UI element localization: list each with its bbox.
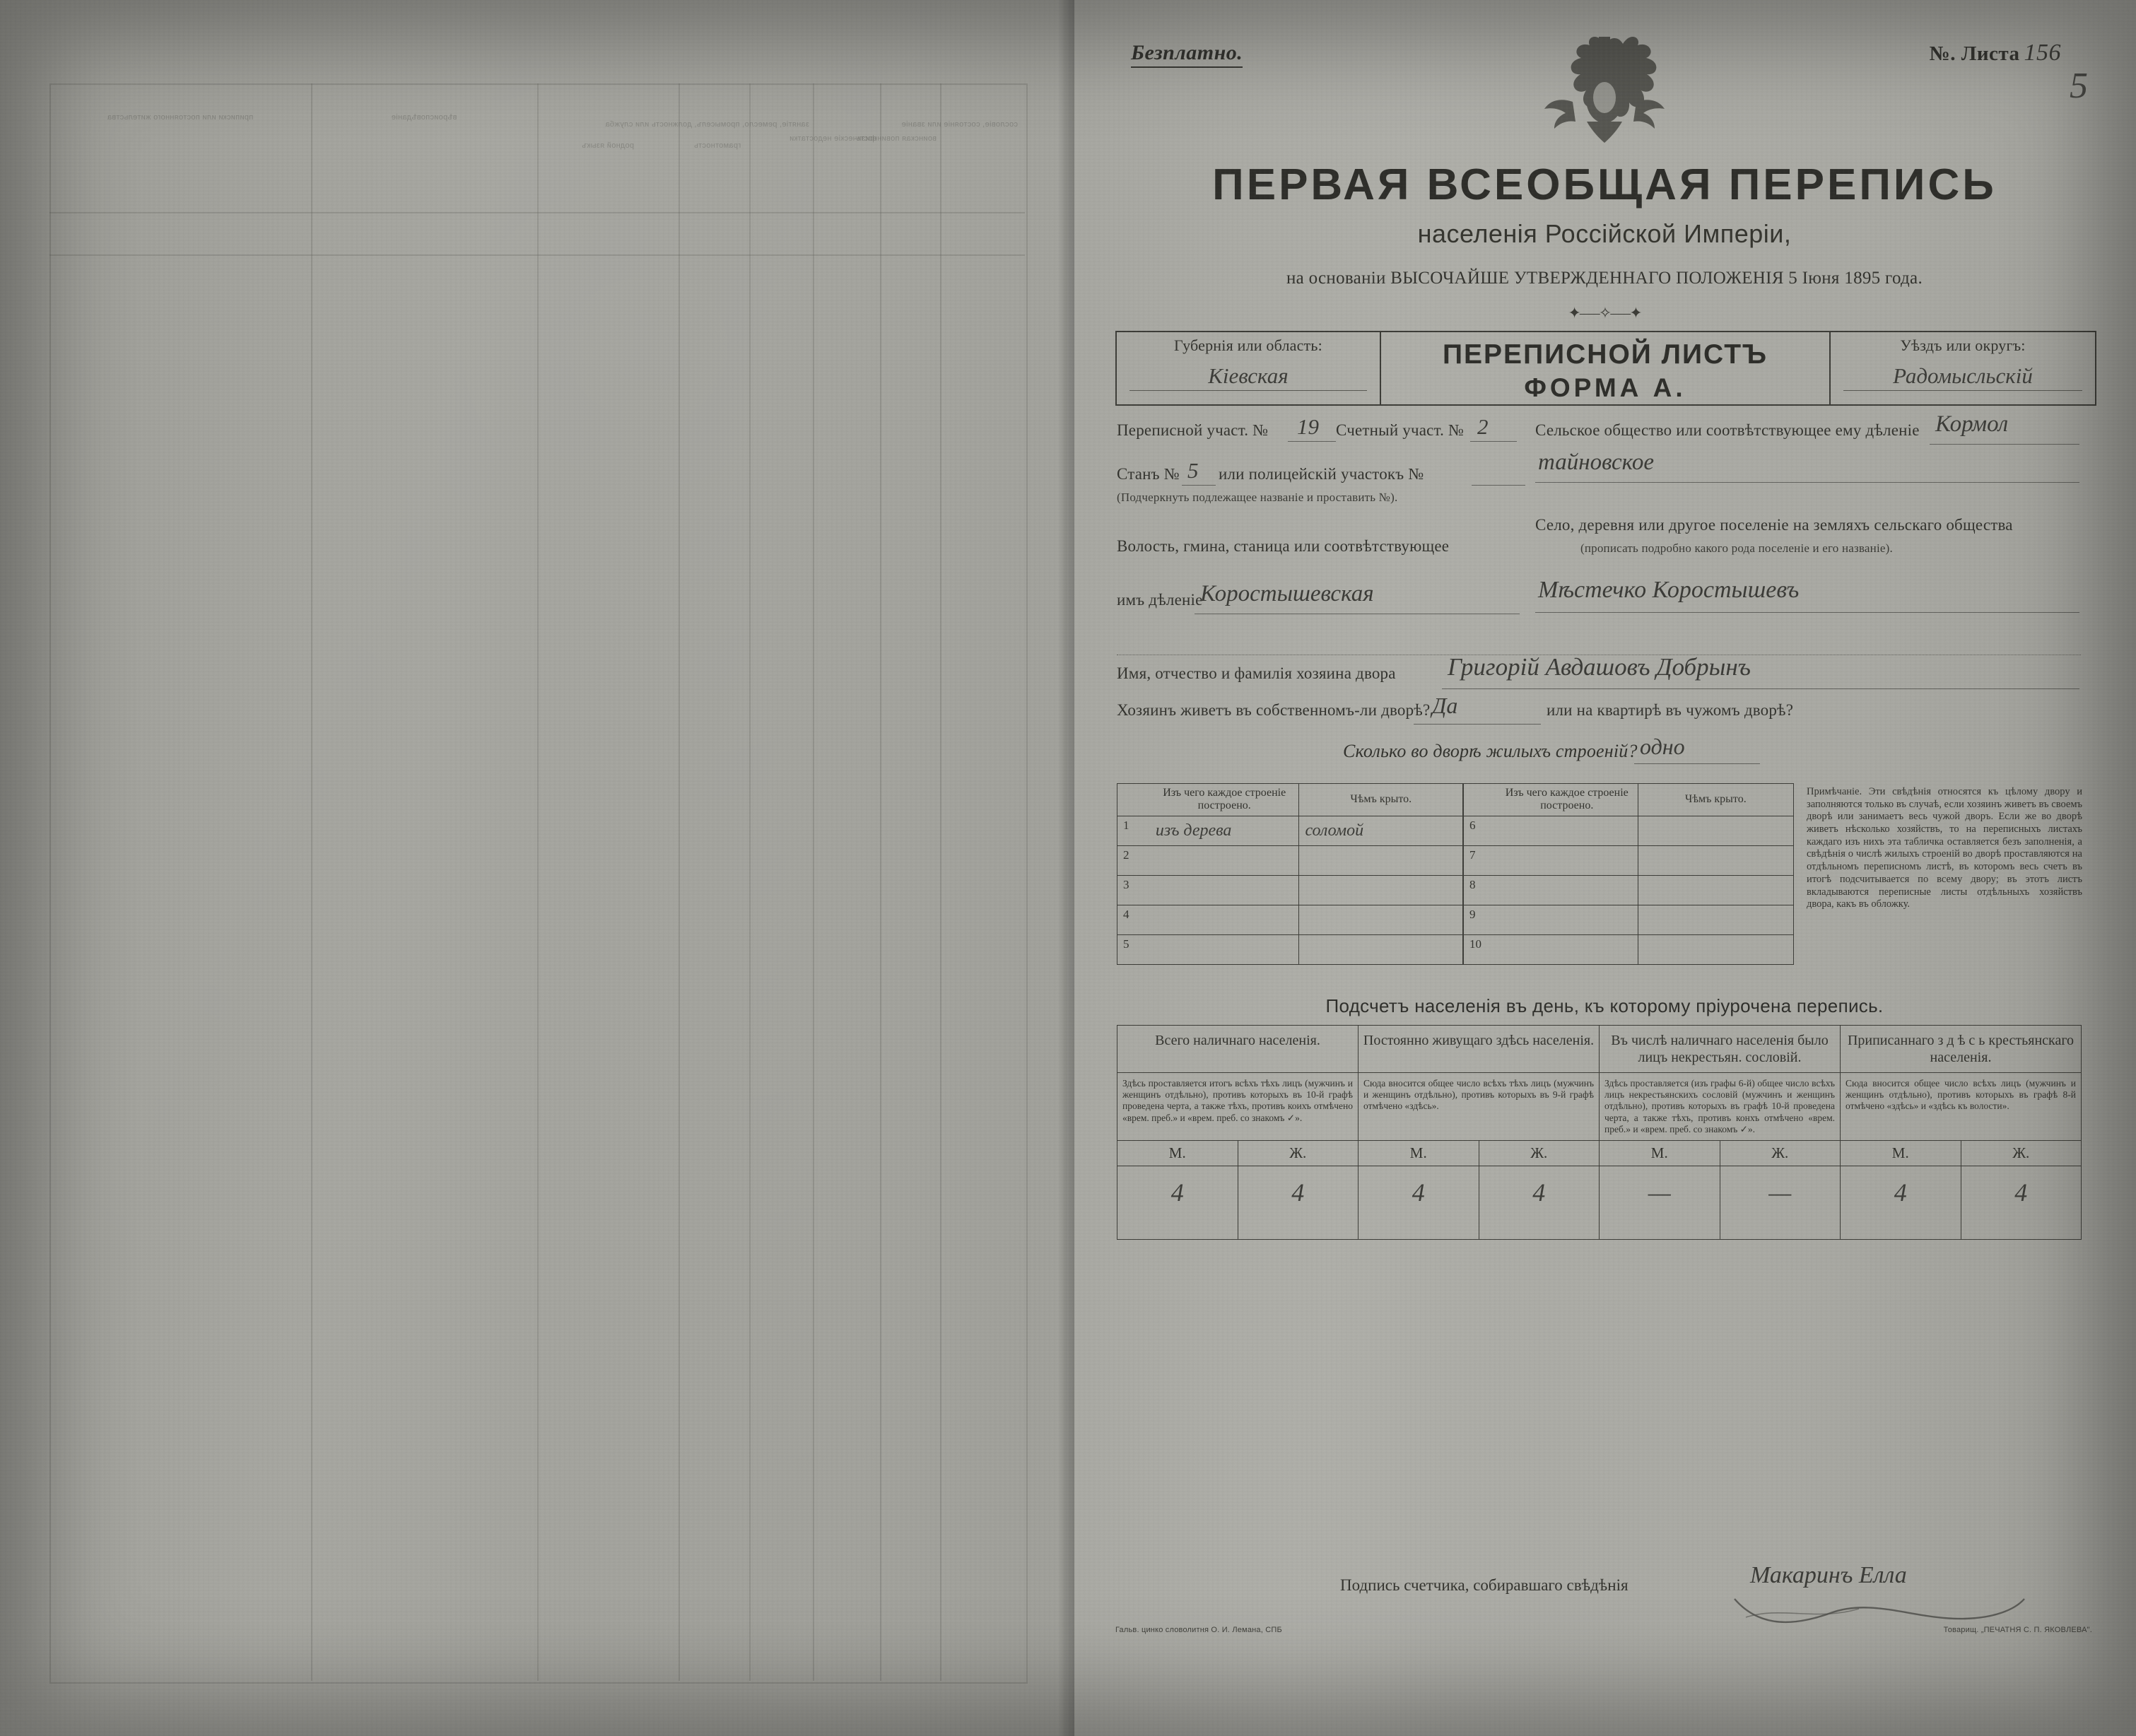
verso-ghost-line [940, 83, 941, 1681]
society-rule [1930, 444, 2079, 445]
m-label: М. [1841, 1141, 1961, 1166]
uchastok-label: Переписной участ. № [1117, 421, 1269, 439]
m-label: М. [1359, 1141, 1479, 1166]
verso-ghost-line [749, 83, 751, 1681]
population-col-desc: Сюда вносится общее число всѣхъ лицъ (мужчинъ и женщинъ отдѣльно), противъ которыхъ въ графѣ 8-й отмѣчено «здѣсь» и «здѣсь къ волости». [1841, 1073, 2082, 1141]
signature-label: Подпись счетчика, собиравшаго свѣдѣнія [1340, 1576, 1629, 1594]
stan-rule [1182, 485, 1216, 486]
header-band [1115, 331, 2096, 406]
legal-basis-text: на основаніи ВЫСОЧАЙШЕ УТВЕРЖДЕННАГО ПОЛОЖЕНІЯ 5 Іюня 1895 года. [1286, 269, 1923, 288]
stan-or-label: или полицейскій участокъ № [1219, 465, 1424, 483]
population-col-desc: Сюда вносится общее число всѣхъ тѣхъ лицъ (мужчинъ и женщинъ отдѣльно), противъ которыхъ въ 9-й графѣ отмѣчено «здѣсь». [1359, 1073, 1600, 1141]
verso-ghost-header: вѣроисповѣданіе [391, 113, 457, 122]
free-label: Безплатно. [1131, 41, 1243, 68]
uchastok-value[interactable]: 19 [1297, 414, 1319, 439]
table-row[interactable]: 7 [1464, 845, 1794, 875]
uchastok-rule [1288, 441, 1336, 442]
z-value[interactable]: 4 [1291, 1178, 1305, 1207]
imperial-eagle-icon [1523, 31, 1686, 151]
verso-ghost-line [880, 83, 881, 1681]
verso-ghost-header: сословіе, состояніе или званіе [901, 120, 1018, 129]
owner-rule [1442, 688, 2079, 689]
verso-ghost-line [537, 83, 539, 1681]
buildings-table-right [1463, 783, 1794, 965]
table-row[interactable]: 10 [1464, 934, 1794, 964]
z-label: Ж. [1771, 1144, 1789, 1161]
population-desc-row [1117, 1073, 2082, 1141]
z-label: Ж. [2012, 1144, 2030, 1161]
uezd-field[interactable] [1831, 332, 2095, 404]
verso-ghost-header: воинская повинность [855, 134, 937, 143]
verso-ghost-header: грамотность [693, 141, 741, 150]
sheet-number-value: 156 [2024, 40, 2061, 66]
m-value[interactable]: — [1600, 1166, 1720, 1239]
verso-ghost-line [311, 83, 312, 1681]
sheet-number [1930, 40, 2061, 66]
settlement-rule [1535, 612, 2079, 613]
page-subtitle: населенія Россійской Имперіи, [1417, 219, 1792, 248]
buildings-count-rule [1634, 763, 1760, 764]
col-roof-label: Чѣмъ крыто. [1299, 784, 1463, 816]
owner-value[interactable]: Григорій Авдашовъ Добрынъ [1448, 653, 1751, 681]
verso-ghost-header: физическіе недостатки [789, 134, 876, 143]
table-row[interactable]: 8 [1464, 875, 1794, 905]
form-title [1381, 332, 1829, 404]
verso-ghost-line [813, 83, 814, 1681]
table-row[interactable]: 3 [1117, 875, 1463, 905]
m-value[interactable]: 4 [1841, 1166, 1961, 1239]
verso-page [0, 0, 1067, 1736]
settlement-value[interactable]: Мѣстечко Коростышевъ [1538, 577, 1800, 603]
census-form [1103, 21, 2106, 1711]
gubernia-field[interactable] [1117, 332, 1380, 404]
table-row[interactable]: 1 изъ дерева соломой [1117, 816, 1463, 845]
z-value[interactable]: 4 [1532, 1178, 1546, 1207]
form-title-line1: ПЕРЕПИСНОЙ ЛИСТЪ [1443, 339, 1768, 370]
signature-value[interactable]: Макаринъ Елла [1750, 1562, 1907, 1588]
z-value[interactable]: 4 [2014, 1178, 2028, 1207]
z-label: Ж. [1530, 1144, 1548, 1161]
col-roof-label: Чѣмъ крыто. [1638, 784, 1793, 816]
population-col-title: Всего наличнаго населенія. [1117, 1026, 1359, 1073]
buildings-table-left [1117, 783, 1463, 965]
col-built-label: Изъ чего каждое строеніе построено. [1496, 784, 1638, 816]
uezd-label: Уѣздъ или округъ: [1900, 336, 2026, 354]
volost-label-2: имъ дѣленіе [1117, 591, 1203, 609]
society-value[interactable]: Кормол [1935, 411, 2009, 437]
own-yard-value[interactable]: Да [1432, 693, 1458, 718]
stan-value[interactable]: 5 [1187, 458, 1199, 483]
m-label: М. [1117, 1141, 1238, 1166]
buildings-note: Примѣчаніе. Эти свѣдѣнія относятся къ цѣлому двору и заполняются только въ случаѣ, если хозяинъ живетъ въ своемъ дворѣ или занимаетъ весь чужой дворъ. Если же во дворѣ живетъ нѣсколько хозяйствъ, то на переписныхъ листахъ каждаго изъ нихъ эта табличка оставляется безъ заполненія, а свѣдѣнія о числѣ жилыхъ строеній во дворѣ проставляются на отдѣльномъ переписномъ листѣ, въ которомъ весь счетъ въ итогѣ подсчитывается по всему двору; въ этотъ листъ вкладываются переписные листы отдѣльныхъ хозяйствъ двора, какъ въ обложку. [1807, 786, 2082, 910]
stan-hint: (Подчеркнуть подлежащее названіе и проставить №). [1117, 491, 1398, 504]
schetny-value[interactable]: 2 [1477, 414, 1489, 439]
population-table [1117, 1025, 2082, 1240]
page-title: ПЕРВАЯ ВСЕОБЩАЯ ПЕРЕПИСЬ [1212, 160, 1997, 209]
printer-imprint-left: Гальв. цинко словолитня О. И. Лемана, СПБ [1115, 1626, 1282, 1634]
own-yard-label: Хозяинъ живетъ въ собственномъ-ли дворѣ? [1117, 701, 1431, 719]
sheet-number-label: №. Листа [1929, 42, 2020, 65]
population-section-title: Подсчетъ населенія въ день, къ которому пріурочена перепись. [1325, 995, 1884, 1016]
cell-roof: соломой [1305, 821, 1364, 840]
volost-label: Волость, гмина, станица или соотвѣтствующее [1117, 537, 1450, 555]
owner-label: Имя, отчество и фамилія хозяина двора [1117, 664, 1396, 682]
buildings-count-value[interactable]: одно [1640, 734, 1685, 759]
corner-number: 5 [2070, 66, 2088, 106]
table-row[interactable]: 4 [1117, 905, 1463, 934]
population-col-title: Въ числѣ наличнаго населенія было лицъ некрестьян. сословій. [1600, 1026, 1841, 1073]
settlement-hint: (прописать подробно какого рода поселеніе и его названіе). [1580, 541, 1893, 555]
m-label: М. [1600, 1141, 1720, 1166]
stan-label: Станъ № [1117, 465, 1180, 483]
verso-ghost-header: родной языкъ [582, 141, 634, 150]
z-value[interactable]: — [1768, 1178, 1792, 1207]
schetny-rule [1470, 441, 1517, 442]
police-rule [1472, 485, 1525, 486]
population-col-desc: Здѣсь проставляется итогъ всѣхъ тѣхъ лицъ (мужчинъ и женщинъ отдѣльно), противъ которыхъ въ 10-й графѣ проведена черта, а также тѣхъ, противъ коихъ отмѣчено «врем. преб.» и «врем. преб. со знакомъ ✓». [1117, 1073, 1359, 1141]
verso-ghost-line [49, 212, 1025, 213]
m-value[interactable]: 4 [1359, 1166, 1479, 1239]
population-col-title: Постоянно живущаго здѣсь населенія. [1359, 1026, 1600, 1073]
society-rule-2 [1535, 482, 2079, 483]
verso-ghost-header: приписки или постоянного жительства [107, 113, 254, 122]
table-row[interactable]: 6 [1464, 816, 1794, 845]
population-mz-row [1117, 1140, 2082, 1166]
other-yard-label: или на квартирѣ въ чужомъ дворѣ? [1547, 701, 1794, 719]
own-yard-rule [1414, 724, 1541, 725]
uezd-value: Радомысльскій [1843, 363, 2082, 391]
verso-ghost-line [49, 254, 1025, 256]
gubernia-value: Кіевская [1129, 363, 1367, 391]
table-row[interactable]: 5 [1117, 934, 1463, 964]
settlement-label: Село, деревня или другое поселеніе на земляхъ сельскаго общества [1535, 516, 2013, 534]
population-value-row[interactable] [1117, 1166, 2082, 1239]
gubernia-label: Губернія или область: [1174, 336, 1322, 354]
form-title-line2: ФОРМА А. [1524, 373, 1686, 402]
z-label: Ж. [1289, 1144, 1307, 1161]
m-value[interactable]: 4 [1117, 1166, 1238, 1239]
cell-built: изъ дерева [1155, 821, 1232, 840]
table-row[interactable]: 9 [1464, 905, 1794, 934]
schetny-label: Счетный участ. № [1336, 421, 1465, 439]
population-header-row [1117, 1026, 2082, 1073]
society-value-2[interactable]: тайновское [1538, 450, 1654, 475]
printer-imprint-right: Товарищ. „ПЕЧАТНЯ С. П. ЯКОВЛЕВА". [1943, 1626, 2092, 1634]
buildings-count-label: Сколько во дворѣ жилыхъ строеній? [1343, 741, 1638, 761]
volost-value[interactable]: Коростышевская [1200, 581, 1374, 606]
col-built-label: Изъ чего каждое строеніе построено. [1150, 784, 1299, 816]
population-col-title: Приписаннаго з д ѣ с ь крестьянскаго населенія. [1841, 1026, 2082, 1073]
society-label: Сельское общество или соотвѣтствующее ему дѣленіе [1535, 421, 1920, 439]
ornament-divider: ✦⎯⎯⎯✧⎯⎯⎯✦ [1568, 304, 1641, 322]
verso-ghost-header: занятіе, ремесло, промыселъ, должность или служба [605, 120, 809, 129]
table-row[interactable]: 2 [1117, 845, 1463, 875]
verso-ghost-line [679, 83, 680, 1681]
population-col-desc: Здѣсь проставляется (изъ графы 6-й) общее число всѣхъ лицъ некрестьянскихъ сословій (мужчинъ и женщинъ отдѣльно), противъ которыхъ въ графѣ 10-й проведена черта, а также тѣхъ, противъ конхъ отмѣчено «врем. преб.» и «врем. преб. со знакомъ ✓». [1600, 1073, 1841, 1141]
